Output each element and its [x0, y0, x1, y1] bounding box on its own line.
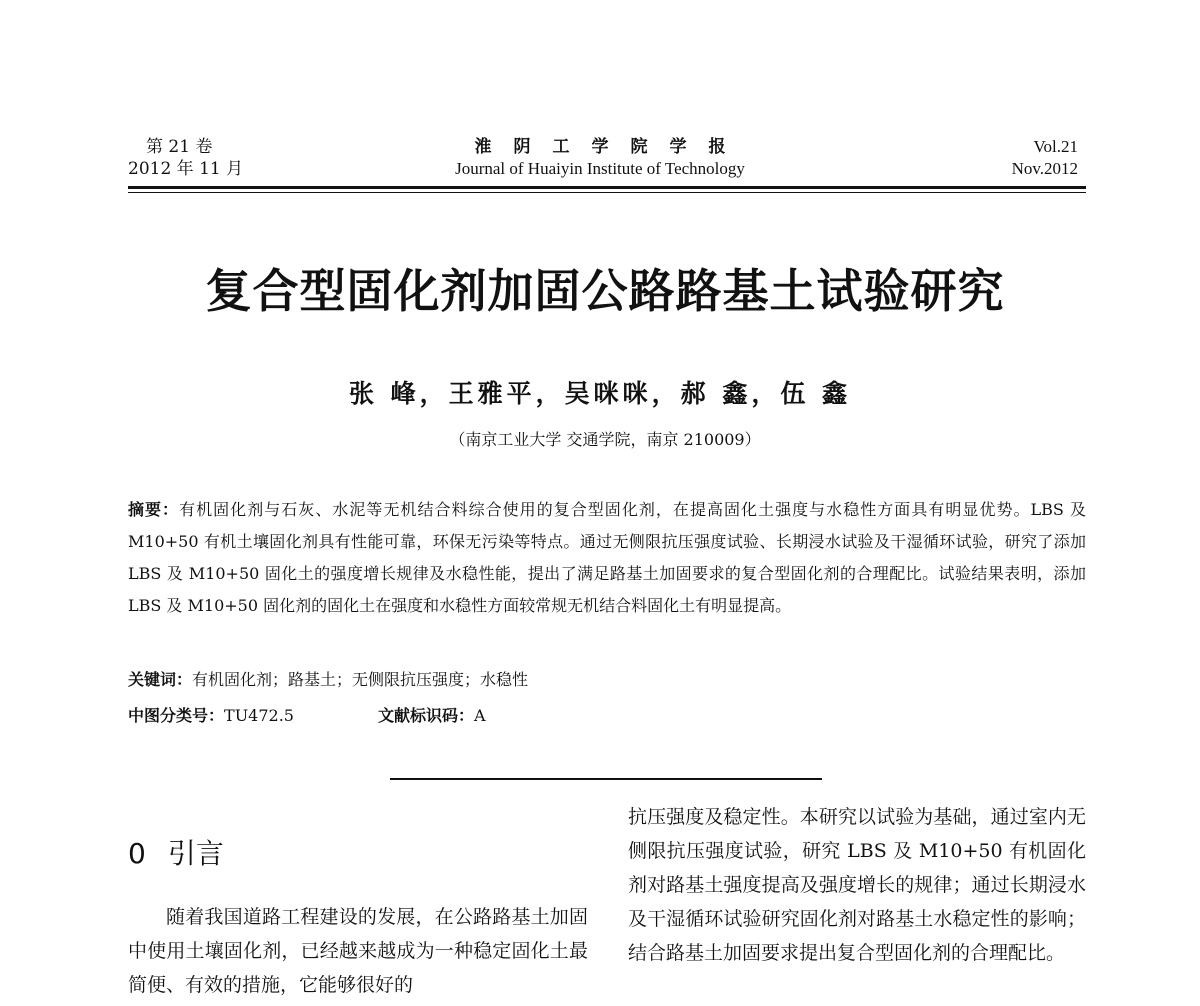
volume-en: Vol.21: [1033, 137, 1078, 156]
body-left-column: 随着我国道路工程建设的发展，在公路路基土加固中使用土壤固化剂，已经越来越成为一种稳定固化土最简便、有效的措施，它能够很好的: [128, 906, 588, 996]
abstract-label: 摘要：: [128, 500, 180, 519]
volume-cn: 第 21 卷: [146, 137, 213, 157]
abstract: [128, 494, 1086, 622]
classification: [128, 702, 486, 730]
paper-title: 复合型固化剂加固公路路基土试验研究: [205, 264, 1005, 318]
header-rule-thin: [128, 192, 1086, 193]
doc-code-value: A: [474, 706, 486, 725]
section-heading: [128, 832, 224, 872]
author-list: 张 峰，王雅平，吴咪咪，郝 鑫，伍 鑫: [348, 379, 852, 408]
affiliation: （南京工业大学 交通学院，南京 210009）: [449, 430, 761, 449]
date-cn: 2012 年 11 月: [128, 159, 244, 179]
header-center: [400, 136, 800, 180]
date-en: Nov.2012: [1011, 159, 1078, 178]
body-right-column: 抗压强度及稳定性。本研究以试验为基础，通过室内无侧限抗压强度试验，研究 LBS 及 M10+50 有机固化剂对路基土强度提高及强度增长的规律；通过长期浸水及干湿循环试验研究固化剂对路基土水稳定性的影响；结合路基土加固要求提出复合型固化剂的合理配比。: [628, 806, 1086, 964]
section-title: 引言: [167, 837, 224, 870]
clc-value: TU472.5: [224, 706, 294, 725]
keywords-text: 有机固化剂；路基土；无侧限抗压强度；水稳性: [192, 670, 529, 689]
header-left: [128, 136, 243, 180]
journal-name-cn: 淮阴工学院学报: [474, 137, 748, 157]
section-number: 0: [128, 837, 146, 870]
journal-name-en: Journal of Huaiyin Institute of Technology: [455, 159, 745, 178]
keywords-label: 关键词：: [128, 670, 193, 689]
header-right: [1012, 136, 1078, 180]
keywords: [128, 666, 528, 694]
doc-code-label: 文献标识码：: [377, 706, 474, 725]
abstract-text: 有机固化剂与石灰、水泥等无机结合料综合使用的复合型固化剂，在提高固化土强度与水稳性方面具有明显优势。LBS 及 M10+50 有机土壤固化剂具有性能可靠，环保无污染等特点。通过无侧限抗压强度试验、长期浸水试验及干湿循环试验，研究了添加 LBS 及 M10+50 固化土的强度增长规律及水稳性能，提出了满足路基土加固要求的复合型固化剂的合理配比。试验结果表明，添加 LBS 及 M10+50 固化剂的固化土在强度和水稳性方面较常规无机结合料固化土有明显提高。: [128, 500, 1086, 615]
abstract-separator: [390, 778, 822, 780]
clc-label: 中图分类号：: [128, 706, 225, 725]
header-rule-thick: [128, 186, 1086, 189]
